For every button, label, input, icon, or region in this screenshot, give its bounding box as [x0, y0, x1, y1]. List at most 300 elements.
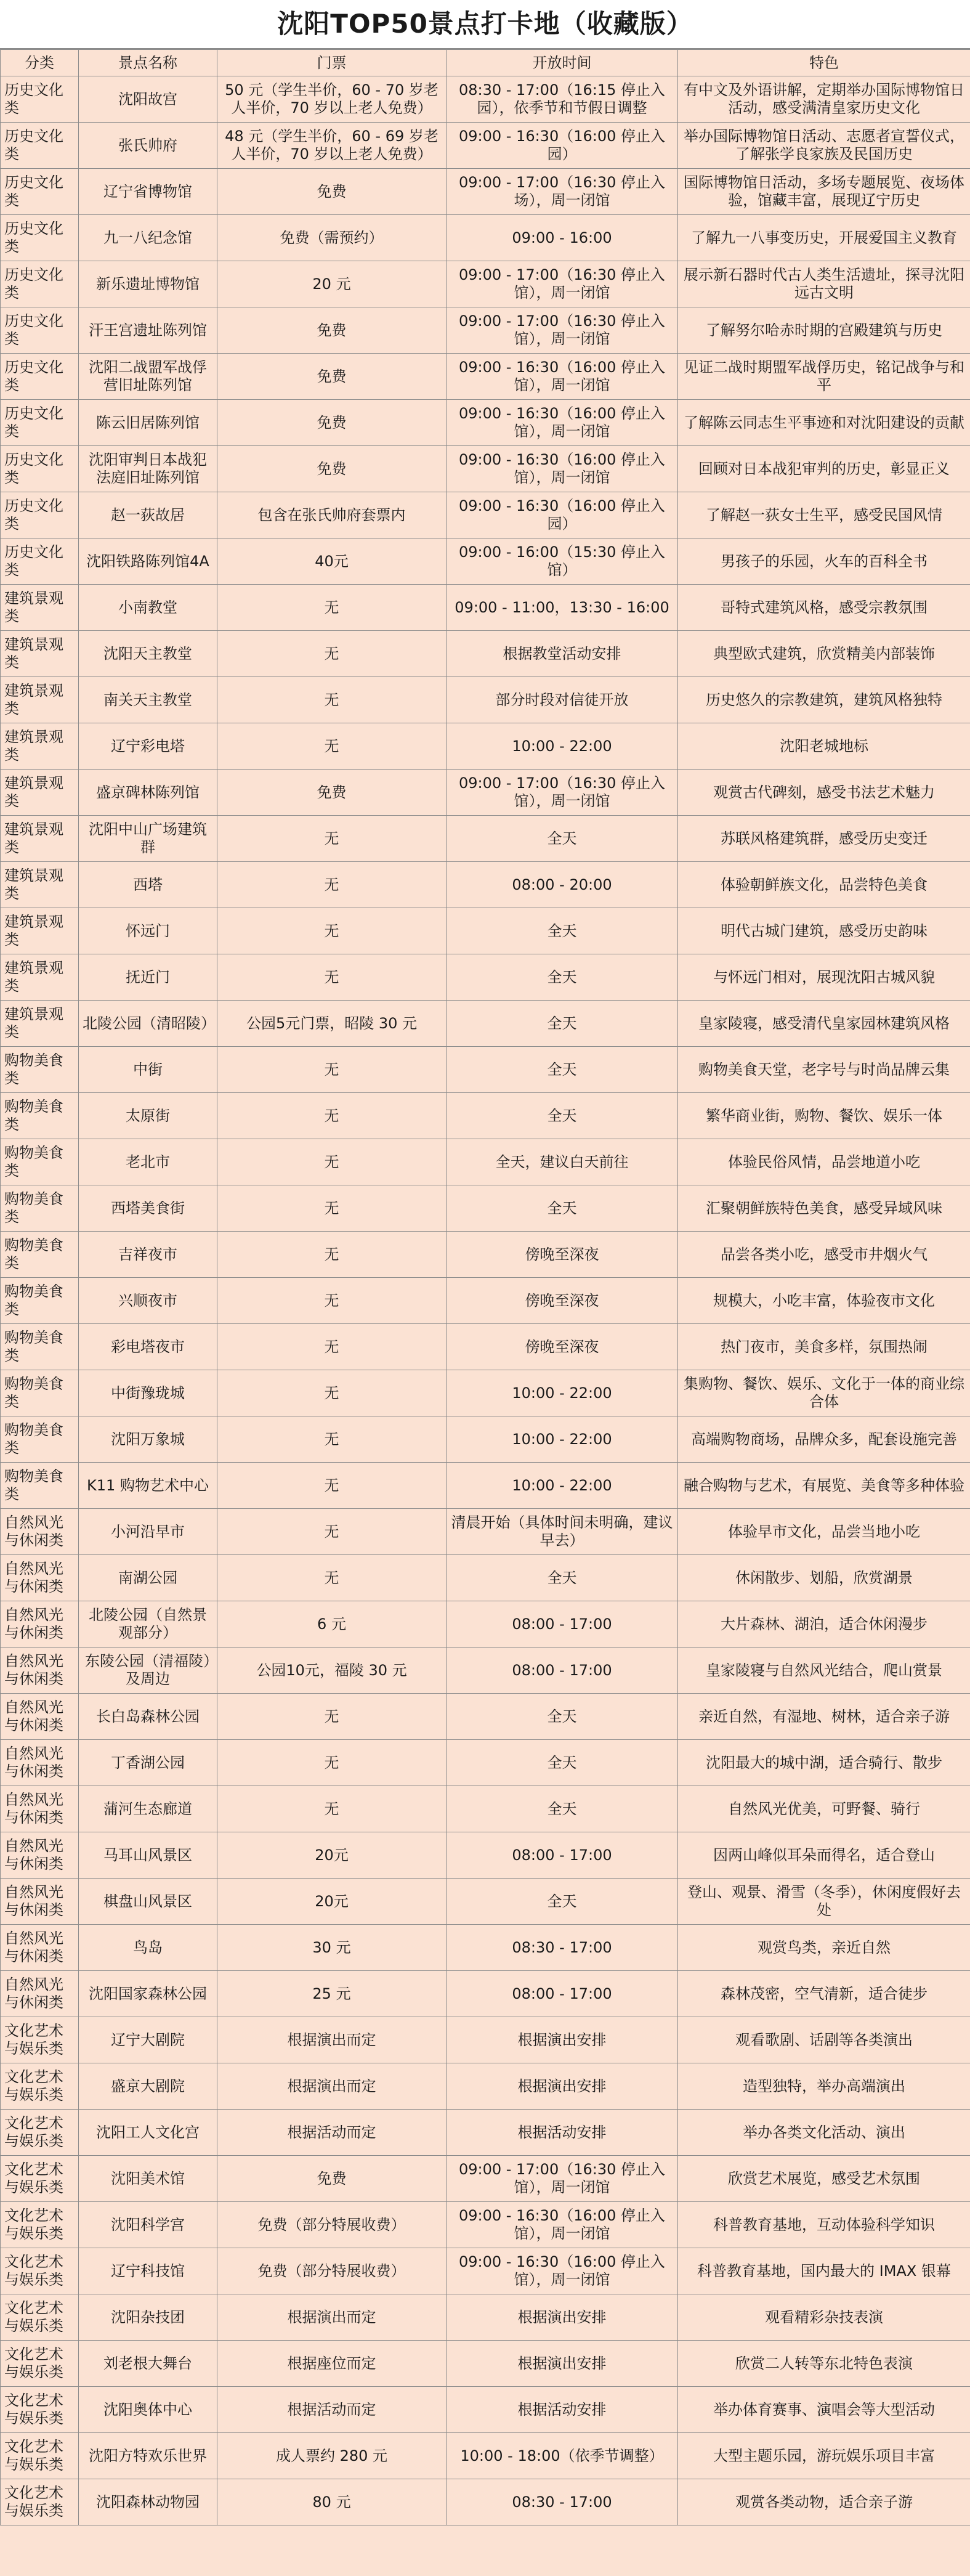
ticket-cell: 无: [217, 1232, 447, 1278]
table-row: [1, 492, 970, 538]
feature-cell: 观看精彩杂技表演: [678, 2294, 970, 2341]
table-row: [1, 2294, 970, 2341]
hours-cell: 根据活动安排: [447, 2387, 678, 2433]
feature-cell: 品尝各类小吃，感受市井烟火气: [678, 1232, 970, 1278]
feature-cell: 明代古城门建筑，感受历史韵味: [678, 908, 970, 954]
feature-cell: 国际博物馆日活动，多场专题展览、夜场体验，馆藏丰富，展现辽宁历史: [678, 169, 970, 215]
category-cell: 历史文化类: [1, 307, 79, 354]
category-cell: 自然风光与休闲类: [1, 1509, 79, 1555]
hours-cell: 10:00 - 22:00: [447, 1463, 678, 1509]
feature-cell: 回顾对日本战犯审判的历史，彰显正义: [678, 446, 970, 492]
category-cell: 文化艺术与娱乐类: [1, 2294, 79, 2341]
name-cell: 蒲河生态廊道: [79, 1786, 217, 1832]
table-row: [1, 585, 970, 631]
feature-cell: 苏联风格建筑群，感受历史变迁: [678, 816, 970, 862]
ticket-cell: 无: [217, 1416, 447, 1463]
hours-cell: 全天: [447, 1879, 678, 1925]
name-cell: 怀远门: [79, 908, 217, 954]
category-cell: 建筑景观类: [1, 631, 79, 677]
feature-cell: 自然风光优美，可野餐、骑行: [678, 1786, 970, 1832]
table-row: [1, 1509, 970, 1555]
ticket-cell: 免费（部分特展收费）: [217, 2248, 447, 2294]
table-row: [1, 2063, 970, 2110]
table-row: [1, 1278, 970, 1324]
ticket-cell: 根据演出而定: [217, 2017, 447, 2063]
hours-cell: 全天: [447, 1786, 678, 1832]
feature-cell: 登山、观景、滑雪（冬季），休闲度假好去处: [678, 1879, 970, 1925]
feature-cell: 体验朝鲜族文化，品尝特色美食: [678, 862, 970, 908]
name-cell: 小河沿早市: [79, 1509, 217, 1555]
table-row: [1, 1047, 970, 1093]
category-cell: 文化艺术与娱乐类: [1, 2110, 79, 2156]
table-row: [1, 1232, 970, 1278]
feature-cell: 汇聚朝鲜族特色美食，感受异域风味: [678, 1185, 970, 1232]
name-cell: 辽宁省博物馆: [79, 169, 217, 215]
table-row: [1, 862, 970, 908]
category-cell: 购物美食类: [1, 1278, 79, 1324]
hours-cell: 根据演出安排: [447, 2017, 678, 2063]
name-cell: 沈阳中山广场建筑群: [79, 816, 217, 862]
table-row: [1, 1001, 970, 1047]
ticket-cell: 80 元: [217, 2479, 447, 2525]
feature-cell: 举办国际博物馆日活动、志愿者宣誓仪式，了解张学良家族及民国历史: [678, 123, 970, 169]
table-row: [1, 307, 970, 354]
ticket-cell: 无: [217, 677, 447, 723]
name-cell: 赵一荻故居: [79, 492, 217, 538]
name-cell: 盛京大剧院: [79, 2063, 217, 2110]
ticket-cell: 免费: [217, 354, 447, 400]
hours-cell: 08:00 - 17:00: [447, 1971, 678, 2017]
category-cell: 历史文化类: [1, 123, 79, 169]
name-cell: 长白岛森林公园: [79, 1694, 217, 1740]
ticket-cell: 20元: [217, 1879, 447, 1925]
feature-cell: 皇家陵寝与自然风光结合，爬山赏景: [678, 1648, 970, 1694]
hours-cell: 全天，建议白天前往: [447, 1139, 678, 1185]
ticket-cell: 根据演出而定: [217, 2294, 447, 2341]
name-cell: 沈阳科学宫: [79, 2202, 217, 2248]
feature-cell: 了解赵一荻女士生平，感受民国风情: [678, 492, 970, 538]
name-cell: 沈阳工人文化宫: [79, 2110, 217, 2156]
table-row: [1, 1832, 970, 1879]
category-cell: 自然风光与休闲类: [1, 1879, 79, 1925]
category-cell: 建筑景观类: [1, 1001, 79, 1047]
table-row: [1, 2387, 970, 2433]
category-cell: 购物美食类: [1, 1139, 79, 1185]
feature-cell: 欣赏二人转等东北特色表演: [678, 2341, 970, 2387]
table-row: [1, 169, 970, 215]
category-cell: 历史文化类: [1, 538, 79, 585]
table-row: [1, 400, 970, 446]
ticket-cell: 无: [217, 1370, 447, 1416]
ticket-cell: 无: [217, 1139, 447, 1185]
category-cell: 自然风光与休闲类: [1, 1832, 79, 1879]
category-cell: 建筑景观类: [1, 862, 79, 908]
name-cell: K11 购物艺术中心: [79, 1463, 217, 1509]
table-row: [1, 1555, 970, 1601]
category-cell: 文化艺术与娱乐类: [1, 2248, 79, 2294]
table-row: [1, 1879, 970, 1925]
feature-cell: 举办各类文化活动、演出: [678, 2110, 970, 2156]
name-cell: 中街豫珑城: [79, 1370, 217, 1416]
ticket-cell: 根据演出而定: [217, 2063, 447, 2110]
ticket-cell: 无: [217, 954, 447, 1001]
ticket-cell: 根据座位而定: [217, 2341, 447, 2387]
category-cell: 文化艺术与娱乐类: [1, 2063, 79, 2110]
table-row: [1, 1185, 970, 1232]
ticket-cell: 无: [217, 1324, 447, 1370]
table-row: [1, 677, 970, 723]
name-cell: 沈阳审判日本战犯法庭旧址陈列馆: [79, 446, 217, 492]
hours-cell: 09:00 - 16:30（16:00 停止入园）: [447, 123, 678, 169]
table-row: [1, 1139, 970, 1185]
feature-cell: 观赏古代碑刻，感受书法艺术魅力: [678, 770, 970, 816]
feature-cell: 大片森林、湖泊，适合休闲漫步: [678, 1601, 970, 1648]
page-title: 沈阳TOP50景点打卡地（收藏版）: [0, 0, 970, 49]
category-cell: 历史文化类: [1, 169, 79, 215]
name-cell: 沈阳万象城: [79, 1416, 217, 1463]
category-cell: 历史文化类: [1, 261, 79, 307]
name-cell: 马耳山风景区: [79, 1832, 217, 1879]
ticket-cell: 48 元（学生半价，60 - 69 岁老人半价，70 岁以上老人免费）: [217, 123, 447, 169]
table-row: [1, 2017, 970, 2063]
hours-cell: 08:00 - 17:00: [447, 1648, 678, 1694]
feature-cell: 体验民俗风情，品尝地道小吃: [678, 1139, 970, 1185]
category-cell: 自然风光与休闲类: [1, 1925, 79, 1971]
category-cell: 自然风光与休闲类: [1, 1740, 79, 1786]
feature-cell: 科普教育基地，国内最大的 IMAX 银幕: [678, 2248, 970, 2294]
hours-cell: 全天: [447, 1555, 678, 1601]
table-row: [1, 2479, 970, 2525]
category-cell: 购物美食类: [1, 1370, 79, 1416]
category-cell: 自然风光与休闲类: [1, 1648, 79, 1694]
feature-cell: 因两山峰似耳朵而得名，适合登山: [678, 1832, 970, 1879]
feature-cell: 了解九一八事变历史，开展爱国主义教育: [678, 215, 970, 261]
table-row: [1, 1601, 970, 1648]
category-cell: 建筑景观类: [1, 816, 79, 862]
table-row: [1, 2156, 970, 2202]
hours-cell: 08:00 - 17:00: [447, 1601, 678, 1648]
table-row: [1, 1416, 970, 1463]
category-cell: 建筑景观类: [1, 908, 79, 954]
hours-cell: 09:00 - 16:30（16:00 停止入馆），周一闭馆: [447, 2248, 678, 2294]
table-row: [1, 76, 970, 123]
category-cell: 文化艺术与娱乐类: [1, 2202, 79, 2248]
ticket-cell: 无: [217, 723, 447, 770]
name-cell: 北陵公园（清昭陵）: [79, 1001, 217, 1047]
hours-cell: 全天: [447, 908, 678, 954]
hours-cell: 09:00 - 17:00（16:30 停止入场），周一闭馆: [447, 169, 678, 215]
name-cell: 陈云旧居陈列馆: [79, 400, 217, 446]
feature-cell: 沈阳最大的城中湖，适合骑行、散步: [678, 1740, 970, 1786]
ticket-cell: 成人票约 280 元: [217, 2433, 447, 2479]
category-cell: 购物美食类: [1, 1463, 79, 1509]
name-cell: 新乐遗址博物馆: [79, 261, 217, 307]
category-cell: 文化艺术与娱乐类: [1, 2017, 79, 2063]
feature-cell: 高端购物商场，品牌众多，配套设施完善: [678, 1416, 970, 1463]
name-cell: 丁香湖公园: [79, 1740, 217, 1786]
hours-cell: 09:00 - 11:00，13:30 - 16:00: [447, 585, 678, 631]
name-cell: 西塔美食街: [79, 1185, 217, 1232]
ticket-cell: 无: [217, 1694, 447, 1740]
hours-cell: 09:00 - 16:30（16:00 停止入馆），周一闭馆: [447, 354, 678, 400]
name-cell: 南关天主教堂: [79, 677, 217, 723]
table-row: [1, 1694, 970, 1740]
feature-cell: 亲近自然，有湿地、树林，适合亲子游: [678, 1694, 970, 1740]
name-cell: 沈阳方特欢乐世界: [79, 2433, 217, 2479]
ticket-cell: 20元: [217, 1832, 447, 1879]
feature-cell: 森林茂密，空气清新，适合徒步: [678, 1971, 970, 2017]
hours-cell: 09:00 - 17:00（16:30 停止入馆），周一闭馆: [447, 2156, 678, 2202]
hours-cell: 根据演出安排: [447, 2294, 678, 2341]
hours-cell: 根据活动安排: [447, 2110, 678, 2156]
category-cell: 自然风光与休闲类: [1, 1971, 79, 2017]
header-name: 景点名称: [79, 50, 217, 76]
hours-cell: 10:00 - 18:00（依季节调整）: [447, 2433, 678, 2479]
name-cell: 中街: [79, 1047, 217, 1093]
feature-cell: 科普教育基地，互动体验科学知识: [678, 2202, 970, 2248]
feature-cell: 观赏鸟类，亲近自然: [678, 1925, 970, 1971]
category-cell: 历史文化类: [1, 492, 79, 538]
name-cell: 棋盘山风景区: [79, 1879, 217, 1925]
name-cell: 吉祥夜市: [79, 1232, 217, 1278]
category-cell: 建筑景观类: [1, 770, 79, 816]
feature-cell: 造型独特，举办高端演出: [678, 2063, 970, 2110]
ticket-cell: 免费: [217, 169, 447, 215]
feature-cell: 哥特式建筑风格，感受宗教氛围: [678, 585, 970, 631]
hours-cell: 全天: [447, 954, 678, 1001]
ticket-cell: 无: [217, 1278, 447, 1324]
ticket-cell: 免费（需预约）: [217, 215, 447, 261]
name-cell: 抚近门: [79, 954, 217, 1001]
table-row: [1, 446, 970, 492]
hours-cell: 09:00 - 16:30（16:00 停止入园）: [447, 492, 678, 538]
ticket-cell: 25 元: [217, 1971, 447, 2017]
ticket-cell: 公园5元门票，昭陵 30 元: [217, 1001, 447, 1047]
name-cell: 沈阳美术馆: [79, 2156, 217, 2202]
ticket-cell: 无: [217, 1463, 447, 1509]
category-cell: 建筑景观类: [1, 723, 79, 770]
category-cell: 文化艺术与娱乐类: [1, 2433, 79, 2479]
table-row: [1, 1370, 970, 1416]
hours-cell: 09:00 - 16:30（16:00 停止入馆），周一闭馆: [447, 400, 678, 446]
category-cell: 自然风光与休闲类: [1, 1786, 79, 1832]
name-cell: 沈阳二战盟军战俘营旧址陈列馆: [79, 354, 217, 400]
hours-cell: 08:30 - 17:00: [447, 2479, 678, 2525]
ticket-cell: 免费: [217, 307, 447, 354]
ticket-cell: 免费: [217, 770, 447, 816]
name-cell: 兴顺夜市: [79, 1278, 217, 1324]
attractions-table: [0, 49, 970, 2525]
feature-cell: 沈阳老城地标: [678, 723, 970, 770]
table-row: [1, 1740, 970, 1786]
header-hours: 开放时间: [447, 50, 678, 76]
name-cell: 彩电塔夜市: [79, 1324, 217, 1370]
header-row: [1, 50, 970, 76]
ticket-cell: 免费: [217, 400, 447, 446]
table-row: [1, 354, 970, 400]
hours-cell: 09:00 - 17:00（16:30 停止入馆），周一闭馆: [447, 770, 678, 816]
ticket-cell: 无: [217, 1047, 447, 1093]
ticket-cell: 免费（部分特展收费）: [217, 2202, 447, 2248]
hours-cell: 部分时段对信徒开放: [447, 677, 678, 723]
name-cell: 老北市: [79, 1139, 217, 1185]
hours-cell: 全天: [447, 1185, 678, 1232]
table-row: [1, 954, 970, 1001]
table-body: [1, 76, 970, 2525]
ticket-cell: 免费: [217, 2156, 447, 2202]
category-cell: 文化艺术与娱乐类: [1, 2341, 79, 2387]
hours-cell: 傍晚至深夜: [447, 1324, 678, 1370]
hours-cell: 10:00 - 22:00: [447, 723, 678, 770]
hours-cell: 10:00 - 22:00: [447, 1370, 678, 1416]
ticket-cell: 6 元: [217, 1601, 447, 1648]
feature-cell: 举办体育赛事、演唱会等大型活动: [678, 2387, 970, 2433]
name-cell: 汗王宫遗址陈列馆: [79, 307, 217, 354]
table-row: [1, 631, 970, 677]
category-cell: 文化艺术与娱乐类: [1, 2479, 79, 2525]
feature-cell: 展示新石器时代古人类生活遗址，探寻沈阳远古文明: [678, 261, 970, 307]
ticket-cell: 无: [217, 1740, 447, 1786]
hours-cell: 09:00 - 17:00（16:30 停止入馆），周一闭馆: [447, 261, 678, 307]
hours-cell: 08:00 - 17:00: [447, 1832, 678, 1879]
name-cell: 沈阳森林动物园: [79, 2479, 217, 2525]
name-cell: 西塔: [79, 862, 217, 908]
table-row: [1, 2110, 970, 2156]
ticket-cell: 无: [217, 862, 447, 908]
ticket-cell: 无: [217, 585, 447, 631]
category-cell: 购物美食类: [1, 1047, 79, 1093]
table-row: [1, 215, 970, 261]
ticket-cell: 无: [217, 1509, 447, 1555]
name-cell: 辽宁大剧院: [79, 2017, 217, 2063]
feature-cell: 融合购物与艺术，有展览、美食等多种体验: [678, 1463, 970, 1509]
feature-cell: 休闲散步、划船，欣赏湖景: [678, 1555, 970, 1601]
name-cell: 辽宁科技馆: [79, 2248, 217, 2294]
hours-cell: 09:00 - 16:00（15:30 停止入馆）: [447, 538, 678, 585]
feature-cell: 集购物、餐饮、娱乐、文化于一体的商业综合体: [678, 1370, 970, 1416]
table-row: [1, 1925, 970, 1971]
table-row: [1, 723, 970, 770]
ticket-cell: 无: [217, 1555, 447, 1601]
category-cell: 建筑景观类: [1, 954, 79, 1001]
name-cell: 沈阳杂技团: [79, 2294, 217, 2341]
name-cell: 北陵公园（自然景观部分）: [79, 1601, 217, 1648]
category-cell: 建筑景观类: [1, 585, 79, 631]
hours-cell: 09:00 - 16:30（16:00 停止入馆），周一闭馆: [447, 446, 678, 492]
category-cell: 自然风光与休闲类: [1, 1601, 79, 1648]
header-category: 分类: [1, 50, 79, 76]
feature-cell: 了解努尔哈赤时期的宫殿建筑与历史: [678, 307, 970, 354]
ticket-cell: 无: [217, 816, 447, 862]
ticket-cell: 根据活动而定: [217, 2110, 447, 2156]
table-row: [1, 770, 970, 816]
name-cell: 辽宁彩电塔: [79, 723, 217, 770]
name-cell: 张氏帅府: [79, 123, 217, 169]
hours-cell: 09:00 - 16:00: [447, 215, 678, 261]
feature-cell: 有中文及外语讲解，定期举办国际博物馆日活动，感受满清皇家历史文化: [678, 76, 970, 123]
name-cell: 刘老根大舞台: [79, 2341, 217, 2387]
table-row: [1, 1463, 970, 1509]
ticket-cell: 免费: [217, 446, 447, 492]
feature-cell: 大型主题乐园，游玩娱乐项目丰富: [678, 2433, 970, 2479]
feature-cell: 规模大，小吃丰富，体验夜市文化: [678, 1278, 970, 1324]
feature-cell: 观看歌剧、话剧等各类演出: [678, 2017, 970, 2063]
hours-cell: 根据教堂活动安排: [447, 631, 678, 677]
hours-cell: 根据演出安排: [447, 2341, 678, 2387]
table-row: [1, 1093, 970, 1139]
category-cell: 自然风光与休闲类: [1, 1694, 79, 1740]
name-cell: 南湖公园: [79, 1555, 217, 1601]
category-cell: 购物美食类: [1, 1232, 79, 1278]
category-cell: 自然风光与休闲类: [1, 1555, 79, 1601]
hours-cell: 09:00 - 17:00（16:30 停止入馆），周一闭馆: [447, 307, 678, 354]
name-cell: 沈阳铁路陈列馆4A: [79, 538, 217, 585]
name-cell: 沈阳天主教堂: [79, 631, 217, 677]
table-row: [1, 1786, 970, 1832]
ticket-cell: 包含在张氏帅府套票内: [217, 492, 447, 538]
hours-cell: 全天: [447, 816, 678, 862]
name-cell: 太原街: [79, 1093, 217, 1139]
feature-cell: 典型欧式建筑，欣赏精美内部装饰: [678, 631, 970, 677]
hours-cell: 根据演出安排: [447, 2063, 678, 2110]
feature-cell: 皇家陵寝，感受清代皇家园林建筑风格: [678, 1001, 970, 1047]
table-row: [1, 538, 970, 585]
ticket-cell: 无: [217, 1185, 447, 1232]
category-cell: 购物美食类: [1, 1416, 79, 1463]
category-cell: 购物美食类: [1, 1185, 79, 1232]
ticket-cell: 公园10元，福陵 30 元: [217, 1648, 447, 1694]
name-cell: 沈阳国家森林公园: [79, 1971, 217, 2017]
hours-cell: 全天: [447, 1740, 678, 1786]
table-row: [1, 2341, 970, 2387]
ticket-cell: 根据活动而定: [217, 2387, 447, 2433]
table-row: [1, 2248, 970, 2294]
hours-cell: 08:30 - 17:00（16:15 停止入园），依季节和节假日调整: [447, 76, 678, 123]
feature-cell: 购物美食天堂，老字号与时尚品牌云集: [678, 1047, 970, 1093]
ticket-cell: 无: [217, 1786, 447, 1832]
ticket-cell: 30 元: [217, 1925, 447, 1971]
ticket-cell: 20 元: [217, 261, 447, 307]
category-cell: 历史文化类: [1, 76, 79, 123]
ticket-cell: 50 元（学生半价，60 - 70 岁老人半价，70 岁以上老人免费）: [217, 76, 447, 123]
category-cell: 文化艺术与娱乐类: [1, 2387, 79, 2433]
name-cell: 小南教堂: [79, 585, 217, 631]
hours-cell: 10:00 - 22:00: [447, 1416, 678, 1463]
table-row: [1, 261, 970, 307]
feature-cell: 男孩子的乐园，火车的百科全书: [678, 538, 970, 585]
ticket-cell: 无: [217, 1093, 447, 1139]
category-cell: 购物美食类: [1, 1324, 79, 1370]
hours-cell: 全天: [447, 1093, 678, 1139]
category-cell: 建筑景观类: [1, 677, 79, 723]
hours-cell: 全天: [447, 1694, 678, 1740]
header-feature: 特色: [678, 50, 970, 76]
hours-cell: 08:30 - 17:00: [447, 1925, 678, 1971]
feature-cell: 体验早市文化，品尝当地小吃: [678, 1509, 970, 1555]
category-cell: 历史文化类: [1, 215, 79, 261]
hours-cell: 傍晚至深夜: [447, 1232, 678, 1278]
feature-cell: 了解陈云同志生平事迹和对沈阳建设的贡献: [678, 400, 970, 446]
table-row: [1, 123, 970, 169]
name-cell: 九一八纪念馆: [79, 215, 217, 261]
table-row: [1, 1971, 970, 2017]
feature-cell: 热门夜市，美食多样，氛围热闹: [678, 1324, 970, 1370]
feature-cell: 历史悠久的宗教建筑，建筑风格独特: [678, 677, 970, 723]
hours-cell: 09:00 - 16:30（16:00 停止入馆），周一闭馆: [447, 2202, 678, 2248]
table-row: [1, 2433, 970, 2479]
feature-cell: 与怀远门相对，展现沈阳古城风貌: [678, 954, 970, 1001]
ticket-cell: 无: [217, 631, 447, 677]
